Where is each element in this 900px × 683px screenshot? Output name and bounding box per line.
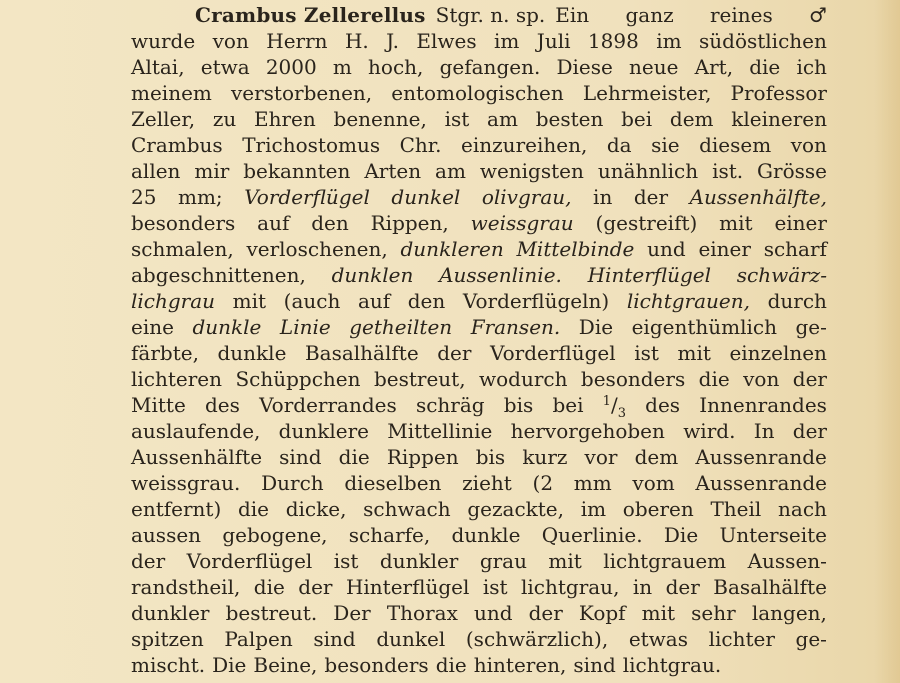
word: neue (629, 55, 679, 79)
italic-word: Linie (279, 315, 331, 339)
italic-word: Vorderflügel (244, 185, 370, 209)
text-line (131, 80, 827, 106)
word: vor (584, 445, 618, 469)
word: dunkle (451, 523, 521, 547)
word: Vorderflügeln) (462, 289, 610, 313)
word: die (435, 653, 467, 677)
word: den (407, 289, 446, 313)
text-line (131, 522, 827, 548)
text-line (131, 574, 827, 600)
word: besonders (131, 211, 236, 235)
text-line (131, 132, 827, 158)
word: mit (719, 211, 753, 235)
text-line (131, 496, 827, 522)
text-line (131, 158, 827, 184)
word: von (743, 367, 780, 391)
word: kurz (522, 445, 568, 469)
word: südöstlichen (699, 29, 827, 53)
word: auf (357, 289, 391, 313)
text-line (131, 470, 827, 496)
word: hervorgehoben (510, 419, 665, 443)
word: Mitte (131, 393, 186, 417)
word: Vorderflügel (489, 341, 616, 365)
word: (schwärzlich), (465, 627, 609, 651)
word: besonders (580, 367, 686, 391)
word: durch (767, 289, 827, 313)
word: Aussen- (747, 549, 827, 573)
word: allen (131, 159, 181, 183)
word: (gestreift) (595, 211, 698, 235)
word: einer (698, 237, 751, 261)
word: schwach (363, 497, 451, 521)
word: Arten (364, 159, 422, 183)
word: der (792, 419, 827, 443)
word: ist (333, 549, 359, 573)
word: oberen (622, 497, 694, 521)
word: lichtgrau, (520, 575, 620, 599)
word: Schüppchen (235, 367, 361, 391)
word: Juli (536, 29, 571, 53)
word: entomologischen (391, 81, 564, 105)
word: etwa (200, 55, 250, 79)
text-line (131, 236, 827, 262)
word: Innenrandes (699, 393, 827, 417)
word: verloschenen, (246, 237, 388, 261)
word: Kopf (578, 601, 626, 625)
word: dunkel (376, 627, 446, 651)
word: Beine, (253, 653, 318, 677)
word: mit (677, 341, 711, 365)
word: meinem (131, 81, 212, 105)
word: Diese (556, 55, 613, 79)
text-line (131, 106, 827, 132)
text-line (131, 626, 827, 652)
body-text (131, 2, 827, 678)
word: sind (573, 653, 616, 677)
italic-word: dunkle (192, 315, 262, 339)
word: ge- (795, 315, 827, 339)
word: lichter (708, 627, 775, 651)
word: die (698, 367, 730, 391)
word: Basalhälfte (713, 575, 827, 599)
word: bestreut, (373, 367, 466, 391)
text-line (131, 28, 827, 54)
italic-word: Mittelbinde (516, 237, 635, 261)
word: Basalhälfte (304, 341, 419, 365)
text-line (131, 54, 827, 80)
word: hinteren, (473, 653, 567, 677)
word: scharfe, (348, 523, 431, 547)
word: der (298, 575, 333, 599)
italic-word: getheilten (349, 315, 453, 339)
italic-word: Hinterflügel (587, 263, 712, 287)
word: etwas (628, 627, 688, 651)
word: zu (212, 107, 237, 131)
text-line (131, 548, 827, 574)
word: einer (774, 211, 827, 235)
word: im (656, 29, 682, 53)
word: sehr (691, 601, 736, 625)
word: gefangen. (439, 55, 541, 79)
word: mischt. (131, 653, 206, 677)
word: lichtgrauem (603, 549, 727, 573)
word: bestreut. (225, 601, 318, 625)
word: Mittellinie (387, 419, 493, 443)
word: Lehrmeister, (582, 81, 712, 105)
text-line (131, 210, 827, 236)
word: dunklere (278, 419, 369, 443)
word: schmalen, (131, 237, 234, 261)
word: mit (232, 289, 267, 313)
word: Palpen (224, 627, 293, 651)
word: die (237, 497, 270, 521)
word: J. (386, 29, 399, 53)
word: unähnlich (597, 159, 699, 183)
text-line (131, 600, 827, 626)
word: bei (552, 393, 584, 417)
word: Querlinie. (541, 523, 643, 547)
word: besonders (324, 653, 429, 677)
word: (auch (283, 289, 341, 313)
word: der (437, 341, 472, 365)
word: ich (796, 55, 827, 79)
word: (2 (532, 471, 554, 495)
word: der (131, 549, 166, 573)
text-line (131, 2, 827, 28)
word: ist. (712, 159, 744, 183)
italic-word: weissgrau (470, 211, 574, 235)
word: Aussenrande (695, 445, 827, 469)
word: langen, (751, 601, 827, 625)
word: Thorax (386, 601, 458, 625)
word: bis (503, 393, 534, 417)
word: Vorderflügel (186, 549, 313, 573)
word: Theil (710, 497, 762, 521)
word: sind (279, 445, 322, 469)
word: ist (482, 575, 508, 599)
word: weissgrau. (131, 471, 241, 495)
word: dunkler (131, 601, 210, 625)
word: zieht (462, 471, 512, 495)
word: der (792, 367, 827, 391)
word: auf (257, 211, 290, 235)
word: 25 (131, 185, 157, 209)
italic-word: schwärz- (736, 263, 827, 287)
italic-word: dunkleren (400, 237, 504, 261)
word: des (204, 393, 240, 417)
italic-word: olivgrau, (481, 185, 572, 209)
word: Durch (261, 471, 324, 495)
word: Zeller, (131, 107, 196, 131)
word: randstheil, (131, 575, 241, 599)
word: wenigsten (479, 159, 584, 183)
word: Herrn (266, 29, 328, 53)
word: die (338, 445, 370, 469)
text-line (131, 184, 827, 210)
word: Elwes (416, 29, 477, 53)
word: im (580, 497, 607, 521)
word: Rippen, (370, 211, 449, 235)
word: dem (669, 107, 714, 131)
word: am (435, 159, 466, 183)
word: in (593, 185, 613, 209)
word: Die (578, 315, 614, 339)
word: Die (663, 523, 699, 547)
word: diesem (699, 133, 772, 157)
word: kleineren (731, 107, 827, 131)
word: dieselben (344, 471, 442, 495)
word: Vorderrandes (259, 393, 397, 417)
text-line (131, 288, 827, 314)
word: abgeschnittenen, (131, 263, 306, 287)
word: bei (621, 107, 653, 131)
word: verstorbenen, (230, 81, 373, 105)
text-line (131, 444, 827, 470)
text-line (131, 418, 827, 444)
word: in (632, 575, 653, 599)
word: ge- (795, 627, 827, 651)
species-name: Crambus Zellerellus (195, 3, 426, 27)
word: Hinterflügel (345, 575, 470, 599)
text-line (131, 314, 827, 340)
word: gebogene, (222, 523, 328, 547)
word: einzelnen (729, 341, 827, 365)
word: m (332, 55, 352, 79)
text-line (131, 262, 827, 288)
word: dunkler (379, 549, 459, 573)
italic-word: dunkel (391, 185, 461, 209)
author-note: Stgr. n. sp. (435, 3, 546, 27)
text-line (131, 392, 827, 421)
word: wird. (683, 419, 736, 443)
word: 1898 (587, 29, 639, 53)
word: Aussenrande (695, 471, 827, 495)
word: besten (535, 107, 604, 131)
word: den (311, 211, 349, 235)
word: am (487, 107, 518, 131)
word: von (212, 29, 249, 53)
word: da (606, 133, 632, 157)
line-0: Ein ganz reines ♂ (555, 3, 827, 27)
word: Rippen (386, 445, 459, 469)
word: hoch, (368, 55, 424, 79)
word: gezackte, (467, 497, 564, 521)
word: wodurch (479, 367, 568, 391)
word: bis (475, 445, 506, 469)
word: ist (444, 107, 470, 131)
italic-word: lichtgrauen, (626, 289, 750, 313)
word: dunkle (217, 341, 287, 365)
word: mm (573, 471, 612, 495)
word: Professor (730, 81, 827, 105)
italic-word: Fransen. (470, 315, 561, 339)
word: einzureihen, (461, 133, 588, 157)
word: lichtgrau. (622, 653, 722, 677)
italic-word: Aussenhälfte, (689, 185, 827, 209)
word: Unterseite (719, 523, 827, 547)
word: 2000 (265, 55, 317, 79)
word: entfernt) (131, 497, 222, 521)
word: Ehren (254, 107, 316, 131)
word: spitzen (131, 627, 204, 651)
word: von (790, 133, 827, 157)
word: In (753, 419, 775, 443)
word: Aussenhälfte (131, 445, 263, 469)
word: vom (632, 471, 675, 495)
word: auslaufende, (131, 419, 261, 443)
text-line (131, 366, 827, 392)
word: nach (778, 497, 827, 521)
fraction: $^1/_3$ (602, 393, 626, 421)
word: färbte, (131, 341, 199, 365)
text-line (131, 652, 827, 678)
word: schräg (415, 393, 485, 417)
word: Der (333, 601, 371, 625)
word: eine (131, 315, 174, 339)
word: mit (641, 601, 676, 625)
word: mm; (177, 185, 223, 209)
word: Trichostomus (242, 133, 381, 157)
word: H. (344, 29, 369, 53)
italic-word: Aussenlinie. (439, 263, 562, 287)
word: der (665, 575, 700, 599)
page-edge (874, 0, 900, 683)
word: Altai, (131, 55, 185, 79)
word: Grösse (757, 159, 827, 183)
word: sind (313, 627, 356, 651)
word: der (528, 601, 563, 625)
word: wurde (131, 29, 196, 53)
italic-word: dunklen (331, 263, 414, 287)
word: die (749, 55, 781, 79)
word: die (253, 575, 285, 599)
word: im (494, 29, 520, 53)
word: Art, (694, 55, 734, 79)
word: scharf (763, 237, 827, 261)
word: der (633, 185, 669, 209)
word: eigenthümlich (631, 315, 777, 339)
word: ist (634, 341, 659, 365)
word: mit (548, 549, 582, 573)
word: des (645, 393, 681, 417)
word: Die (212, 653, 247, 677)
word: Crambus (131, 133, 223, 157)
word: Chr. (399, 133, 442, 157)
word: dicke, (285, 497, 347, 521)
word: und (473, 601, 513, 625)
word: mir (194, 159, 230, 183)
word: sie (651, 133, 680, 157)
italic-word: lichgrau (131, 289, 216, 313)
word: und (647, 237, 686, 261)
word: benenne, (333, 107, 427, 131)
word: grau (479, 549, 527, 573)
word: aussen (131, 523, 202, 547)
word: lichteren (131, 367, 223, 391)
text-line (131, 340, 827, 366)
word: dem (634, 445, 679, 469)
word: bekannten (243, 159, 351, 183)
